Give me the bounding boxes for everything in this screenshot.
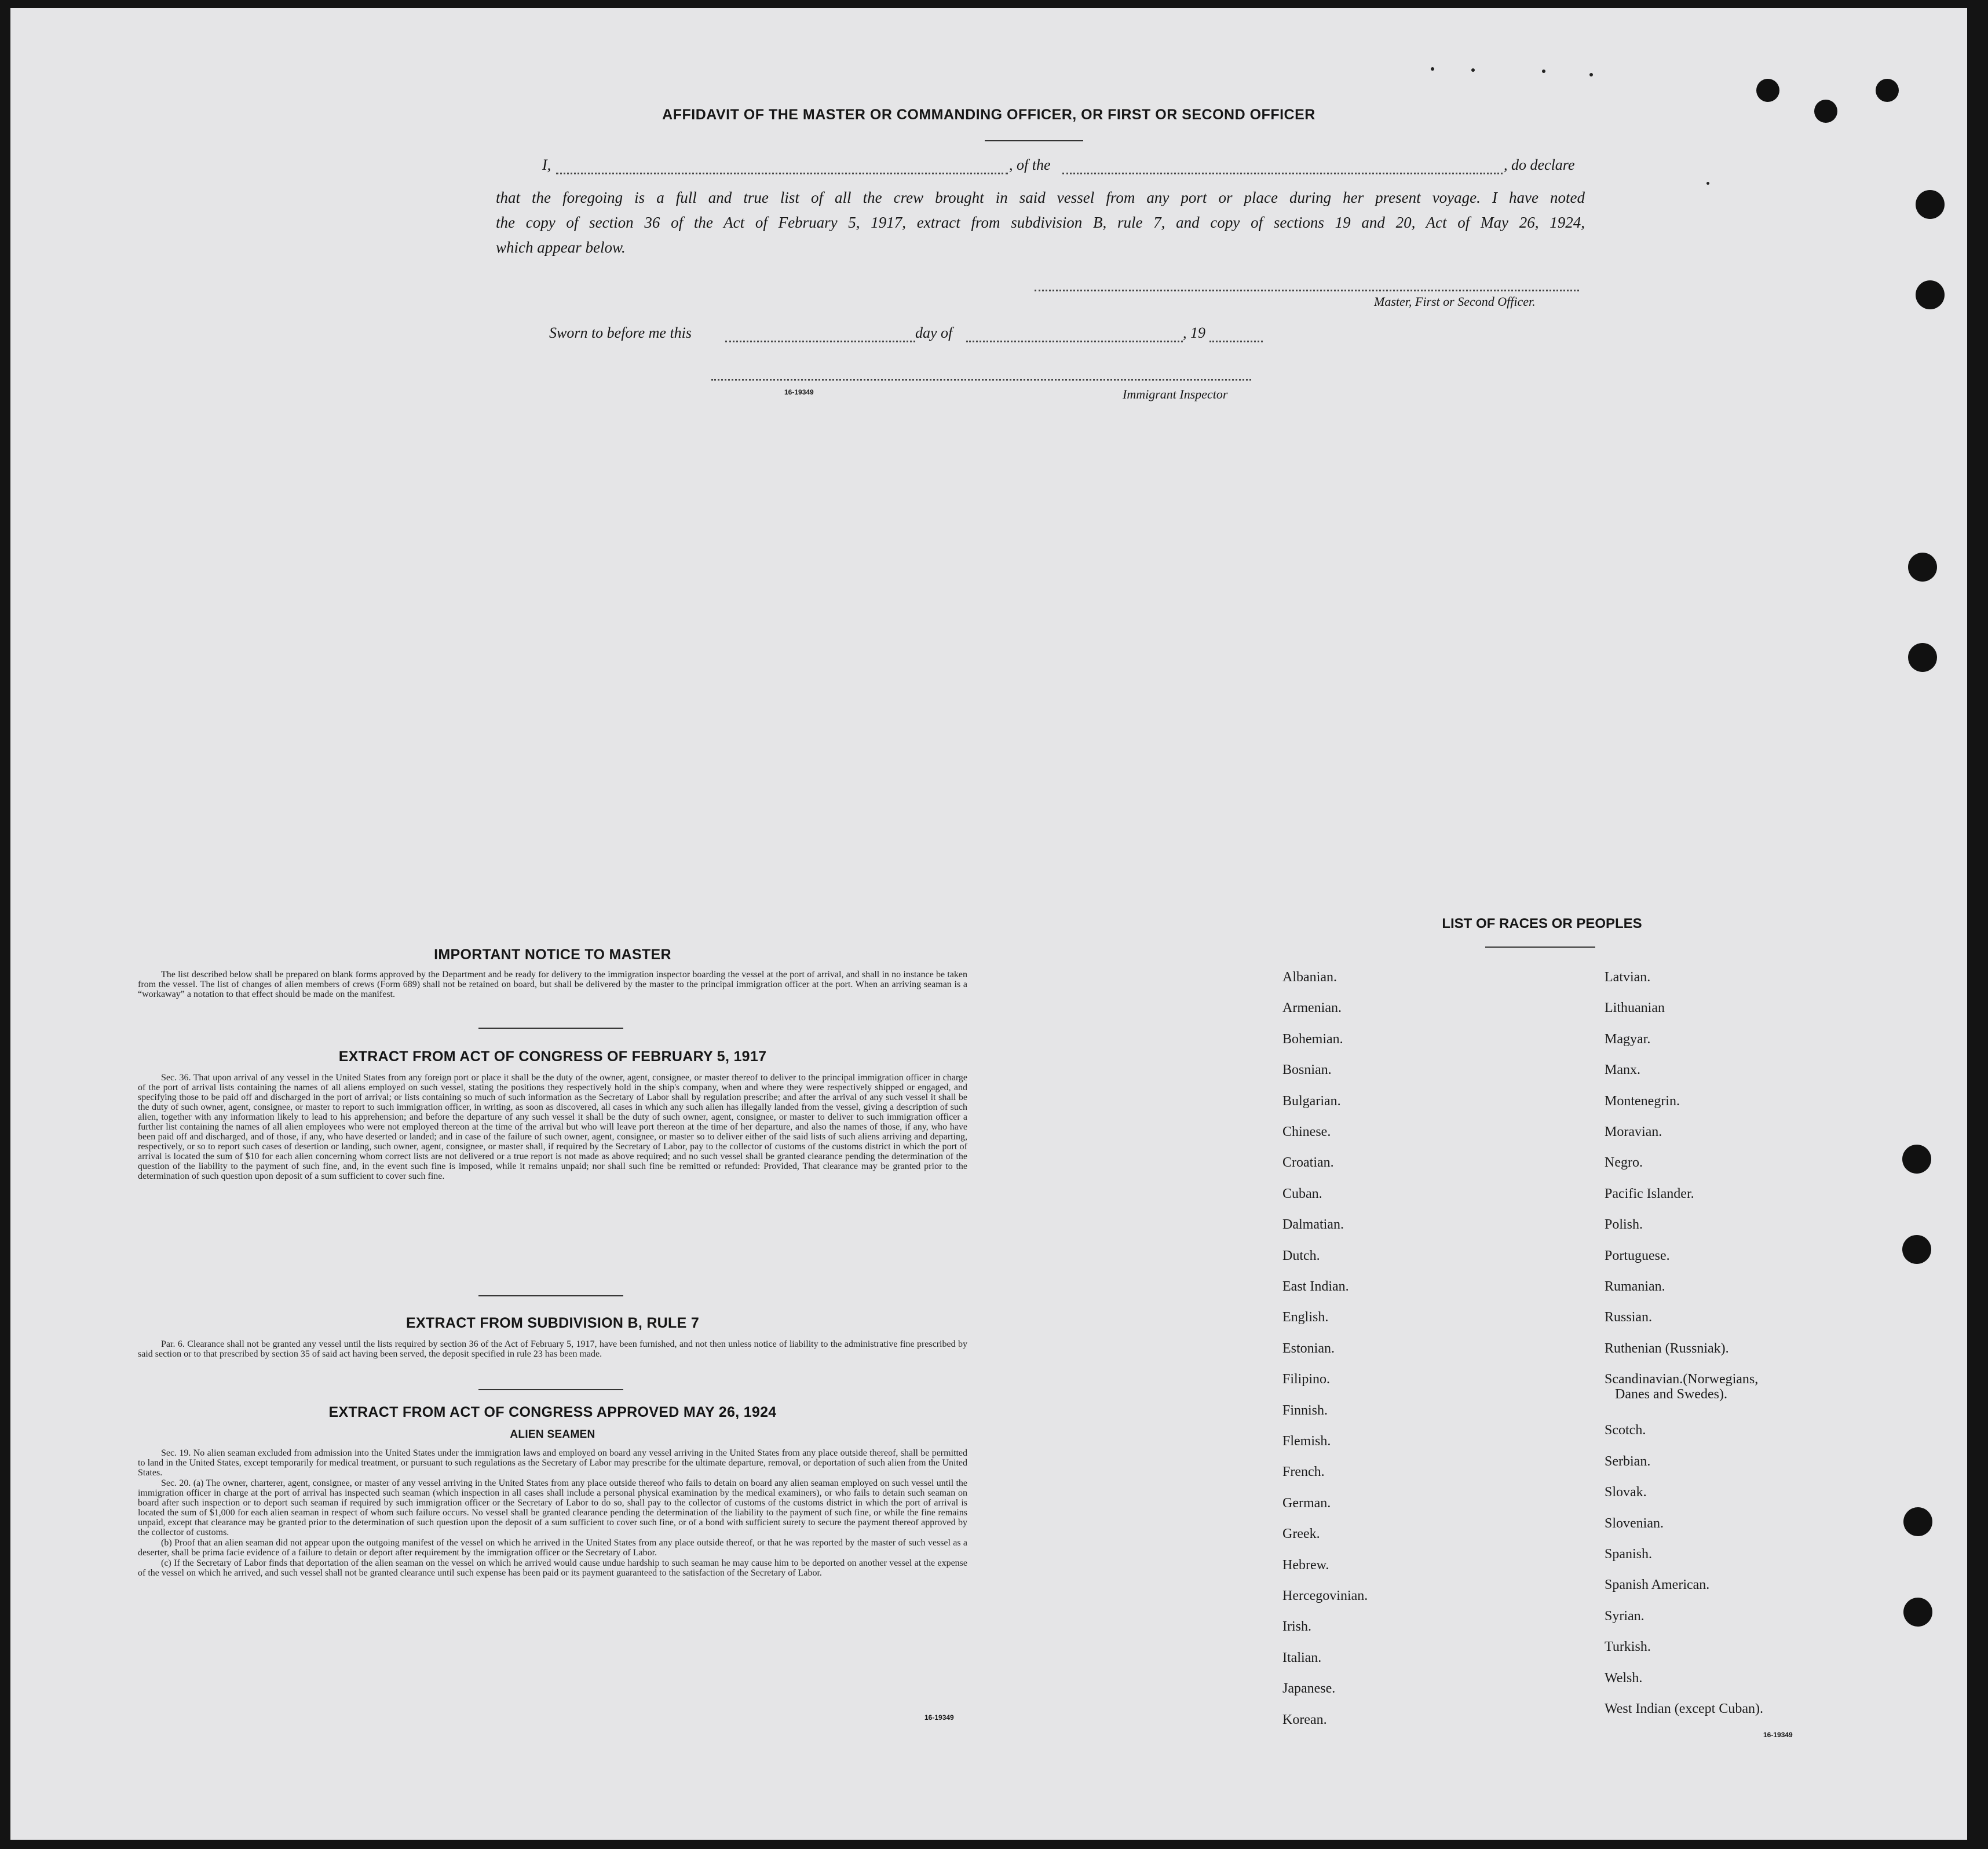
race-item: Croatian. [1282,1155,1334,1171]
extract-1917-heading: EXTRACT FROM ACT OF CONGRESS OF FEBRUARY 5, 1917 [338,1048,767,1065]
notice-text [138,970,967,1000]
race-item: German. [1282,1495,1331,1511]
binder-hole [1903,1507,1932,1536]
race-item: Scotch. [1605,1423,1646,1438]
binder-hole [1876,79,1899,102]
race-item: English. [1282,1310,1329,1325]
day-of-label: day of [915,324,953,341]
binder-hole [1756,79,1779,102]
races-heading: LIST OF RACES OR PEOPLES [1442,916,1642,931]
race-item: Cuban. [1282,1186,1322,1201]
race-item: Japanese. [1282,1681,1336,1697]
race-item: Portuguese. [1605,1248,1670,1263]
race-item: Montenegrin. [1605,1093,1680,1109]
race-item: Slovak. [1605,1485,1647,1500]
affidavit-body-line1: that the foregoing is a full and true list of all the crew brought in said vessel from any port or place during her present voyage. I have noted [496,189,1585,206]
sec19-paragraph: Sec. 19. No alien seaman excluded from admission into the United States under the immigration laws and employed on board any vessel arriving in the United States from any place outside thereof, shall be permitted to land in the United States, except temporarily for medical treatment, or pursuant to such regulations as the Secretary of Labor may prescribe for the ultimate departure, removal, or deportation of such alien from the United States. [138,1448,967,1478]
scan-speck [1589,73,1593,76]
race-item: Polish. [1605,1217,1643,1233]
race-item: Bosnian. [1282,1062,1332,1078]
sworn-day-blank[interactable] [725,341,915,342]
rule7-text [138,1339,967,1360]
race-item: Spanish. [1605,1546,1653,1562]
race-item: Welsh. [1605,1670,1643,1686]
race-item: Spanish American. [1605,1577,1710,1593]
race-item: Korean. [1282,1712,1327,1727]
race-item: Moravian. [1605,1124,1662,1139]
race-item: Lithuanian [1605,1000,1665,1016]
binder-hole [1916,190,1945,219]
extract-1924-text [138,1448,967,1578]
section-divider [478,1028,623,1029]
scan-speck [1706,182,1709,185]
race-item: Greek. [1282,1526,1320,1542]
binder-hole [1908,643,1937,672]
race-item: West Indian (except Cuban). [1605,1701,1763,1716]
race-item: East Indian. [1282,1279,1349,1294]
race-item: Russian. [1605,1310,1653,1325]
affidavit-do-declare: , do declare [1504,156,1575,173]
sec20c-paragraph: (c) If the Secretary of Labor finds that deportation of the alien seaman on the vessel on which he arrived would cause undue hardship to such seaman he may cause him to be deported on another vessel at the expense of the vessel on which he arrived, and such vessel shall not be granted clearance until such expense has been paid or its payment guaranteed to the satisfaction of the Secretary of Labor. [138,1558,967,1578]
race-item: Serbian. [1605,1453,1651,1469]
race-item: Italian. [1282,1650,1322,1665]
scan-speck [1542,70,1545,73]
sec20a-paragraph: Sec. 20. (a) The owner, charterer, agent, consignee, or master of any vessel arriving in the United States from any place outside thereof who fails to detain on board any alien seaman employed on such vessel until the immigration officer in charge at the port of arrival has inspected such seaman (which inspection in all cases shall include a personal physical examination by the medical examiners), or who fails to detain such seaman on board after such inspection or to deport such seaman if required by such immigration officer or the Secretary of Labor to do so, shall pay to the collector of customs of the customs district in which the port of arrival is located the sum of $1,000 for each alien seaman in respect of whom such failure occurs. No vessel shall be granted clearance pending the determination of the liability to the payment of such fine, or while the fine remains unpaid, except that clearance may be granted prior to the determination of such question upon the deposit of a sum sufficient to cover such fine, or of a bond with sufficient surety to secure the payment thereof approved by the collector of customs. [138,1478,967,1537]
race-item: Manx. [1605,1062,1640,1078]
race-item: Magyar. [1605,1031,1651,1047]
notice-paragraph: The list described below shall be prepared on blank forms approved by the Department and be ready for delivery to the immigration inspector boarding the vessel at the port of arrival, and shall in no instance be taken from the vessel. The list of changes of alien members of crews (Form 689) shall not be retained on board, but shall be delivered by the master to the principal immigration officer at the port. When an arriving seaman is a “workaway” a notation to that effect should be made on the manifest. [138,970,967,999]
binder-hole [1902,1145,1931,1174]
race-item: Pacific Islander. [1605,1186,1694,1201]
race-item: Syrian. [1605,1608,1645,1624]
sworn-label: Sworn to before me this [549,324,692,341]
sec20b-paragraph: (b) Proof that an alien seaman did not appear upon the outgoing manifest of the vessel on which he arrived in the United States from any place outside thereof, or that he was reported by the master of such vessel as a deserter, shall be prima facie evidence of a failure to detain or deport after requirement by the immigration officer or the Secretary of Labor. [138,1538,967,1558]
race-item: French. [1282,1464,1325,1480]
form-sheet [10,8,1967,1840]
affidavit-form-number: 16-19349 [784,388,814,396]
race-item: Bulgarian. [1282,1093,1341,1109]
race-item: Albanian. [1282,970,1337,985]
affidavit-i-label: I, [542,156,551,173]
race-item: Latvian. [1605,970,1651,985]
name-blank[interactable] [556,173,1008,174]
binder-hole [1902,1235,1931,1264]
inspector-signature-line[interactable] [711,379,1251,381]
race-item: Negro. [1605,1155,1643,1171]
binder-hole [1903,1598,1932,1627]
race-item: Hebrew. [1282,1557,1329,1573]
race-item: Hercegovinian. [1282,1588,1368,1603]
extract-form-number: 16-19349 [924,1713,954,1722]
race-item: Scandinavian.(Norwegians, Danes and Swedes). [1605,1372,1759,1402]
section-divider [478,1295,623,1296]
affidavit-of-the: , of the [1009,156,1051,173]
race-item: Bohemian. [1282,1031,1343,1047]
sworn-year-blank[interactable] [1209,341,1263,342]
binder-hole [1916,280,1945,309]
extract-1924-heading: EXTRACT FROM ACT OF CONGRESS APPROVED MAY 26, 1924 [328,1404,777,1420]
rule7-paragraph: Par. 6. Clearance shall not be granted any vessel until the lists required by section 36 of the Act of February 5, 1917, have been furnished, and not then unless notice of liability to the administrative fine prescribed by said section or to that prescribed by section 35 of said act having been served, the deposit specified in rule 23 has been made. [138,1339,967,1359]
race-item: Chinese. [1282,1124,1331,1139]
inspector-caption: Immigrant Inspector [1123,387,1228,401]
year-prefix: , 19 [1183,324,1205,341]
races-underline [1485,947,1595,948]
scan-speck [1471,68,1475,72]
race-item: Filipino. [1282,1372,1331,1387]
master-signature-line[interactable] [1035,290,1579,291]
race-item: Turkish. [1605,1639,1651,1655]
race-item: Dutch. [1282,1248,1320,1263]
affidavit-body-line3: which appear below. [496,239,626,256]
race-item: Finnish. [1282,1402,1328,1418]
race-item: Slovenian. [1605,1515,1664,1531]
scan-speck [1431,67,1434,71]
rule7-heading: EXTRACT FROM SUBDIVISION B, RULE 7 [405,1315,700,1331]
alien-seamen-subheading: ALIEN SEAMEN [510,1428,595,1441]
binder-hole [1908,553,1937,582]
races-form-number: 16-19349 [1763,1731,1793,1739]
extract-1917-paragraph: Sec. 36. That upon arrival of any vessel in the United States from any foreign port or place it shall be the duty of the owner, agent, consignee, or master thereof to deliver to the principal immigration officer in charge of the port of arrival lists containing the names of all aliens employed on such vessel, stating the positions they respectively hold in the ship's company, when and where they were respectively shipped or engaged, and specifying those to be paid off and discharged in the port of arrival; or lists containing so much of such information as the Secretary of Labor shall by regulation prescribe; and after the arrival of any such vessel it shall be the duty of such owner, agent, consignee, or master to report to such immigration officer, in writing, as soon as discovered, all cases in which any such alien has illegally landed from the vessel, giving a description of such alien, together with any information likely to lead to his apprehension; and before the departure of any such vessel it shall be the duty of such owner, agent, consignee, or master to deliver to such immigration officer a further list containing the names of all alien employees who were not employed thereon at the time of the arrival but who will leave port thereon at the time of her departure, and also the names of those, if any, who have been paid off and discharged, and of those, if any, who have deserted or landed; and in case of the failure of such owner, agent, consignee, or master so to deliver either of the said lists of such aliens arriving and departing, respectively, or so to report such cases of desertion or landing, such owner, agent, consignee, or master shall, if required by the Secretary of Labor, pay to the collector of customs of the customs district in which the port of arrival is located the sum of $10 for each alien concerning whom correct lists are not delivered or a true report is not made as above required; and no such vessel shall be granted clearance pending the determination of the question of the liability to the payment of such fine, and, in the event such fine is imposed, while it remains unpaid; nor shall such fine be remitted or refunded: Provided, That clearance may be granted prior to the determination of such question upon deposit of a sum sufficient to cover such fine. [138,1073,967,1181]
title-underline [985,140,1083,141]
sworn-month-blank[interactable] [966,341,1183,342]
extract-1917-text [138,1073,967,1182]
race-item: Irish. [1282,1619,1311,1635]
race-item: Rumanian. [1605,1279,1665,1294]
race-item: Armenian. [1282,1000,1342,1016]
race-item: Ruthenian (Russniak). [1605,1340,1729,1356]
affidavit-body-line2: the copy of section 36 of the Act of February 5, 1917, extract from subdivision B, rule 7, and copy of sections 19 and 20, Act of May 26, 1924, [496,214,1585,231]
signature-caption: Master, First or Second Officer. [1374,294,1536,309]
notice-heading: IMPORTANT NOTICE TO MASTER [434,947,671,963]
race-item: Estonian. [1282,1340,1335,1356]
race-item: Flemish. [1282,1434,1331,1449]
section-divider [478,1389,623,1390]
affidavit-title: AFFIDAVIT OF THE MASTER OR COMMANDING OFFICER, OR FIRST OR SECOND OFFICER [662,107,1315,123]
vessel-blank[interactable] [1062,173,1503,174]
race-item: Dalmatian. [1282,1217,1344,1233]
